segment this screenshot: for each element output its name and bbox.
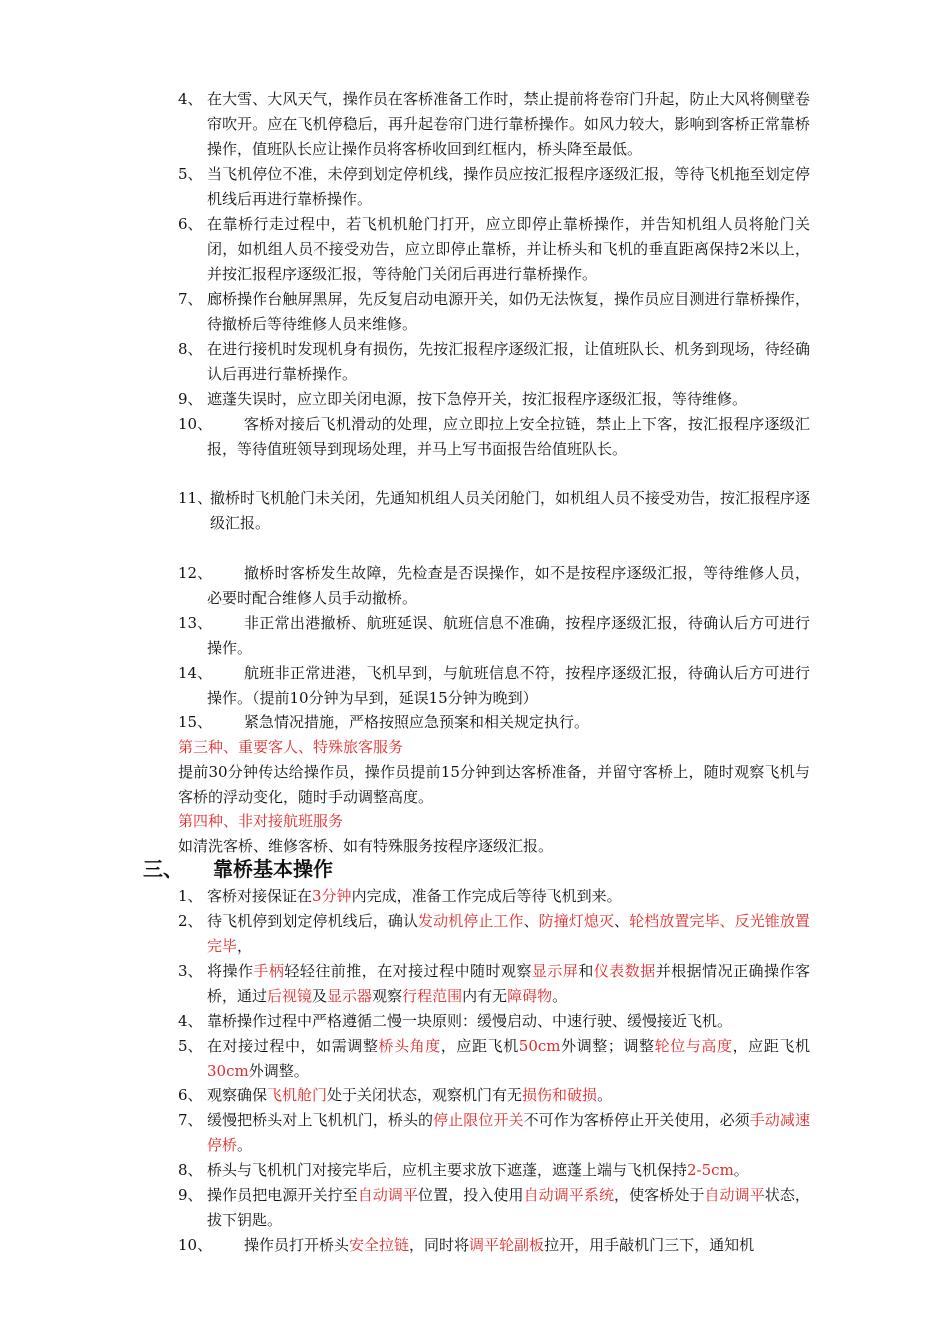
item-text bbox=[178, 1083, 810, 1108]
text-segment: ， bbox=[237, 937, 253, 955]
highlight-text: 自动调平 bbox=[704, 1186, 765, 1204]
section-title: 第四种、非对接航班服务 bbox=[178, 812, 344, 830]
list-item bbox=[178, 1009, 810, 1034]
highlight-text: 手柄 bbox=[253, 962, 285, 980]
text-segment: 操作员打开桥头 bbox=[244, 1236, 350, 1254]
item-number: 13、 bbox=[178, 614, 213, 632]
section-title: 第三种、重要客人、特殊旅客服务 bbox=[178, 738, 404, 756]
item-text: 客桥对接后飞机滑动的处理，应立即拉上安全拉链，禁止上下客，按汇报程序逐级汇报，等待值班领导到现场处理，并马上写书面报告给值班队长。 bbox=[207, 415, 810, 458]
highlight-text: 停止限位开关 bbox=[433, 1111, 524, 1129]
item-text bbox=[178, 1183, 810, 1233]
highlight-text: 轮位与高度 bbox=[654, 1037, 733, 1055]
highlight-text: 调平轮副板 bbox=[469, 1236, 545, 1254]
item-number: 14、 bbox=[178, 664, 213, 682]
item-number: 1、 bbox=[178, 887, 203, 905]
list-item bbox=[178, 412, 810, 462]
text-segment: 轻轻往前推，在对接过程中随时观察 bbox=[284, 962, 532, 980]
text-segment: 客桥对接保证在 bbox=[207, 887, 313, 905]
heading-number: 三、 bbox=[143, 857, 183, 881]
item-text: 在进行接机时发现机身有损伤，先按汇报程序逐级汇报，让值班队长、机务到现场，待经确认后再进行靠桥操作。 bbox=[207, 340, 810, 383]
highlight-text: 桥头角度 bbox=[378, 1037, 441, 1055]
text-segment: 观察 bbox=[372, 987, 403, 1005]
highlight-text: 自动调平 bbox=[357, 1186, 419, 1204]
highlight-text: 后视镜 bbox=[267, 987, 313, 1005]
text-segment: 待飞机停到划定停机线后，确认 bbox=[207, 912, 419, 930]
text-segment: ，使客桥处于 bbox=[614, 1186, 705, 1204]
list-item bbox=[178, 1233, 810, 1258]
item-number: 9、 bbox=[178, 1186, 203, 1204]
list-item bbox=[178, 162, 810, 212]
item-text: 紧急情况措施，严格按照应急预案和相关规定执行。 bbox=[244, 713, 590, 731]
item-text: 当飞机停位不准，未停到划定停机线，操作员应按汇报程序逐级汇报，等待飞机拖至划定停机线后再进行靠桥操作。 bbox=[207, 165, 810, 208]
highlight-text: 行程范围 bbox=[402, 987, 463, 1005]
text-segment: 。 bbox=[237, 1136, 253, 1154]
highlight-text: 显示器 bbox=[327, 987, 373, 1005]
list-item bbox=[178, 909, 810, 959]
text-segment: ，应距飞机 bbox=[732, 1037, 810, 1055]
item-number: 7、 bbox=[178, 290, 203, 308]
item-text: 航班非正常进港，飞机早到，与航班信息不符，按程序逐级汇报，待确认后方可进行操作。（提前10分钟为早到，延误15分钟为晚到） bbox=[207, 664, 810, 707]
highlight-text: 50cm bbox=[518, 1037, 561, 1055]
text-segment: 外调整；调整 bbox=[560, 1037, 655, 1055]
highlight-text: 轮档放置完毕、反光锥放置完毕 bbox=[207, 912, 810, 955]
item-text bbox=[178, 884, 810, 909]
item-text bbox=[178, 1233, 810, 1258]
list-item bbox=[178, 337, 810, 387]
item-text: 在大雪、大风天气，操作员在客桥准备工作时，禁止提前将卷帘门升起，防止大风将侧壁卷帘吹开。应在飞机停稳后，再升起卷帘门进行靠桥操作。如风力较大，影响到客桥正常靠桥操作，值班队长应让操作员将客桥收回到红框内，桥头降至最低。 bbox=[207, 90, 810, 158]
text-segment: 内完成，准备工作完成后等待飞机到来。 bbox=[351, 887, 622, 905]
text-segment: 在对接过程中，如需调整 bbox=[207, 1037, 379, 1055]
item-number: 2、 bbox=[178, 912, 203, 930]
item-text: 遮蓬失误时，应立即关闭电源，按下急停开关，按汇报程序逐级汇报，等待维修。 bbox=[207, 390, 748, 408]
item-text: 廊桥操作台触屏黑屏，先反复启动电源开关，如仍无法恢复，操作员应目测进行靠桥操作，待撤桥后等待维修人员来维修。 bbox=[207, 290, 810, 333]
item-number: 10、 bbox=[178, 1236, 213, 1254]
item-text bbox=[178, 959, 810, 1009]
text-segment: 位置，投入使用 bbox=[418, 1186, 524, 1204]
highlight-text: 手动减速停桥 bbox=[207, 1111, 810, 1154]
section-text: 提前30分钟传达给操作员，操作员提前15分钟到达客桥准备，并留守客桥上，随时观察飞机与客桥的浮动变化，随时手动调整高度。 bbox=[178, 763, 810, 806]
list-item bbox=[178, 1083, 810, 1108]
item-text bbox=[178, 1108, 810, 1158]
item-text bbox=[178, 1034, 810, 1084]
highlight-text: 3分钟 bbox=[312, 887, 352, 905]
item-text: 在靠桥行走过程中，若飞机机舱门打开，应立即停止靠桥操作，并告知机组人员将舱门关闭，如机组人员不接受劝告，应立即停止靠桥，并让桥头和飞机的垂直距离保持2米以上，并按汇报程序逐级汇报，等待舱门关闭后再进行靠桥操作。 bbox=[207, 215, 810, 283]
text-segment: ，同时将 bbox=[409, 1236, 470, 1254]
item-number: 11、 bbox=[178, 489, 213, 507]
item-number: 7、 bbox=[178, 1111, 203, 1129]
item-number: 8、 bbox=[178, 1161, 203, 1179]
item-number: 10、 bbox=[178, 415, 213, 433]
item-text bbox=[178, 909, 810, 959]
text-segment: 。 bbox=[597, 1086, 613, 1104]
item-text: 非正常出港撤桥、航班延误、航班信息不准确，按程序逐级汇报，待确认后方可进行操作。 bbox=[207, 614, 810, 657]
list-item bbox=[178, 1034, 810, 1084]
text-segment: 不可作为客桥停止开关使用，必须 bbox=[523, 1111, 750, 1129]
text-segment: 并根据情况正确操作客桥，通过 bbox=[207, 962, 810, 1005]
list-item bbox=[178, 87, 810, 162]
item-number: 5、 bbox=[178, 1037, 203, 1055]
item-number: 8、 bbox=[178, 340, 203, 358]
text-segment: 靠桥操作过程中严格遵循二慢一块原则：缓慢启动、中速行驶、缓慢接近飞机。 bbox=[207, 1012, 733, 1030]
list-item bbox=[178, 561, 810, 611]
list-item bbox=[178, 1158, 810, 1183]
highlight-text: 自动调平系统 bbox=[523, 1186, 615, 1204]
highlight-text: 30cm bbox=[207, 1062, 249, 1080]
item-text: 撤桥时飞机舱门未关闭，先通知机组人员关闭舱门，如机组人员不接受劝告，按汇报程序逐级汇报。 bbox=[210, 489, 811, 532]
list-item bbox=[178, 661, 810, 711]
highlight-text: 障碍物 bbox=[507, 987, 553, 1005]
list-item bbox=[178, 486, 810, 536]
highlight-text: 防撞灯熄灭 bbox=[538, 912, 615, 930]
item-number: 5、 bbox=[178, 165, 203, 183]
text-segment: 内有无 bbox=[462, 987, 508, 1005]
chapter-heading bbox=[143, 854, 333, 884]
text-segment: ，应距飞机 bbox=[440, 1037, 519, 1055]
item-number: 9、 bbox=[178, 390, 203, 408]
list-item bbox=[178, 1108, 810, 1158]
item-number: 15、 bbox=[178, 713, 213, 731]
text-segment: 观察确保 bbox=[207, 1086, 268, 1104]
highlight-text: 发动机停止工作 bbox=[418, 912, 524, 930]
text-segment: 缓慢把桥头对上飞机机门，桥头的 bbox=[207, 1111, 434, 1129]
item-text bbox=[178, 1158, 810, 1183]
text-segment: 、 bbox=[614, 912, 630, 930]
highlight-text: 2-5cm bbox=[687, 1161, 734, 1179]
heading-text: 靠桥基本操作 bbox=[213, 857, 333, 881]
item-number: 4、 bbox=[178, 90, 203, 108]
item-text: 撤桥时客桥发生故障，先检查是否误操作，如不是按程序逐级汇报，等待维修人员，必要时配合维修人员手动撤桥。 bbox=[207, 564, 810, 607]
text-segment: 和 bbox=[578, 962, 594, 980]
list-item bbox=[178, 287, 810, 337]
item-number: 6、 bbox=[178, 1086, 203, 1104]
text-segment: 及 bbox=[312, 987, 328, 1005]
highlight-text: 仪表数据 bbox=[593, 962, 656, 980]
text-segment: 拉开，用手敲机门三下，通知机 bbox=[544, 1236, 755, 1254]
text-segment: 外调整。 bbox=[248, 1062, 309, 1080]
highlight-text: 飞机舱门 bbox=[267, 1086, 328, 1104]
section-text: 如清洗客桥、维修客桥、如有特殊服务按程序逐级汇报。 bbox=[178, 837, 554, 855]
text-segment: 。 bbox=[733, 1161, 749, 1179]
list-item bbox=[178, 212, 810, 287]
list-item bbox=[178, 959, 810, 1009]
item-number: 12、 bbox=[178, 564, 213, 582]
text-segment: 、 bbox=[523, 912, 539, 930]
highlight-text: 显示屏 bbox=[531, 962, 579, 980]
text-segment: 处于关闭状态，观察机门有无 bbox=[327, 1086, 523, 1104]
highlight-text: 损伤和破损 bbox=[522, 1086, 598, 1104]
item-number: 6、 bbox=[178, 215, 203, 233]
list-item bbox=[178, 387, 810, 412]
item-text bbox=[178, 1009, 810, 1034]
text-segment: 桥头与飞机机门对接完毕后，应机主要求放下遮蓬，遮蓬上端与飞机保持 bbox=[207, 1161, 688, 1179]
text-segment: 。 bbox=[552, 987, 568, 1005]
highlight-text: 安全拉链 bbox=[349, 1236, 410, 1254]
item-number: 4、 bbox=[178, 1012, 203, 1030]
text-segment: 状态，拔下钥匙。 bbox=[207, 1186, 810, 1229]
list-item bbox=[178, 884, 810, 909]
list-item bbox=[178, 710, 810, 735]
text-segment: 操作员把电源开关拧至 bbox=[207, 1186, 358, 1204]
list-item bbox=[178, 611, 810, 661]
text-segment: 将操作 bbox=[207, 962, 254, 980]
list-item bbox=[178, 1183, 810, 1233]
item-number: 3、 bbox=[178, 962, 203, 980]
